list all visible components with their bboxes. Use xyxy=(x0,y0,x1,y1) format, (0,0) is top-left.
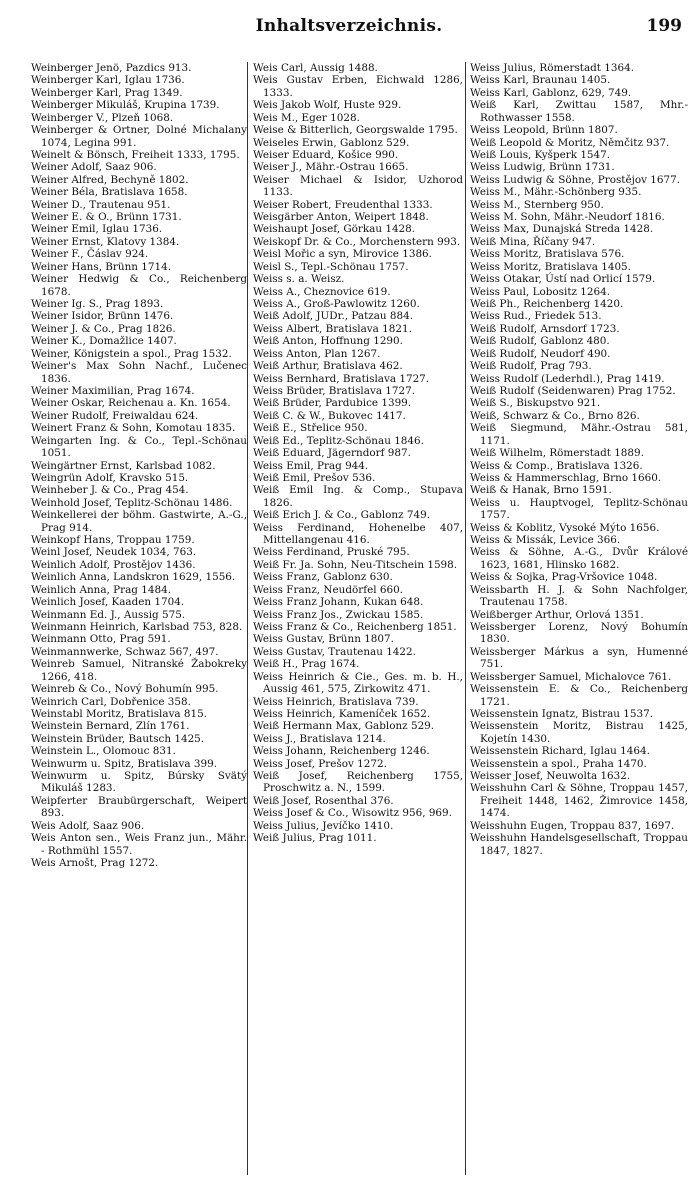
index-entry: Weisgärber Anton, Weipert 1848. xyxy=(253,211,429,224)
index-entry: Weiß Emil Ing. & Comp., Stupava 1826. xyxy=(253,484,463,509)
index-entry: Weissberger Samuel, Michalovce 761. xyxy=(470,670,672,683)
index-entry: Weiss & Söhne, A.-G., Dvůr Králové 1623, 1681, Hlinsko 1682. xyxy=(470,546,688,571)
index-entry: Weiss Anton, Plan 1267. xyxy=(253,347,381,360)
index-entry: Weiss Moritz, Bratislava 576. xyxy=(470,248,625,261)
index-entry: Weiss Ludwig & Söhne, Prostějov 1677. xyxy=(470,173,681,186)
index-entry: Weiß, Schwarz & Co., Brno 826. xyxy=(470,409,640,422)
index-entry: Weiser Eduard, Košice 990. xyxy=(253,148,399,161)
index-entry: Weiß C. & W., Bukovec 1417. xyxy=(253,409,406,422)
index-entry: Weissenstein Moritz, Bistrau 1425, Kojetín 1430. xyxy=(470,720,688,745)
index-entry: Weiss Heinrich, Bratislava 739. xyxy=(253,695,419,708)
index-entry: Weiß Brüder, Pardubice 1399. xyxy=(253,397,412,410)
index-entry: Weiß Rudolf, Gablonz 480. xyxy=(470,335,610,348)
index-entry: Weiß Hermann Max, Gablonz 529. xyxy=(253,720,435,733)
index-entry: Weiser Michael & Isidor, Uzhorod 1133. xyxy=(253,173,463,199)
index-entry: Weiss Brüder, Bratislava 1727. xyxy=(253,384,416,397)
index-entry: Weinmannwerke, Schwaz 567, 497. xyxy=(31,645,219,658)
index-entry: Weisl Mořic a syn, Mirovice 1386. xyxy=(253,248,432,261)
index-entry: Weiser J., Mähr.-Ostrau 1665. xyxy=(253,161,409,174)
index-entry: Weiss Ferdinand, Pruské 795. xyxy=(253,546,410,559)
index-entry: Weiß Leopold & Moritz, Němčitz 937. xyxy=(470,136,670,149)
index-entry: Weinlich Anna, Landskron 1629, 1556. xyxy=(31,571,236,584)
index-entry: Weiner F., Čáslav 924. xyxy=(31,248,149,261)
index-entry: Weisl S., Tepl.-Schönau 1757. xyxy=(253,260,409,273)
index-entry: Weiß Josef, Reichenberg 1755, Proschwitz a. N., 1599. xyxy=(253,770,463,795)
index-entry: Weiser Robert, Freudenthal 1333. xyxy=(253,198,433,211)
index-entry: Weisser Josef, Neuwolta 1632. xyxy=(470,770,631,783)
index-entry: Weiner Ernst, Klatovy 1384. xyxy=(31,235,180,248)
index-entry: Weiss A., Cheznovice 619. xyxy=(253,285,391,298)
index-entry: Weinberger V., Plzeň 1068. xyxy=(31,111,174,124)
index-entry: Weiß Karl, Zwittau 1587, Mhr.-Rothwasser 1558. xyxy=(470,99,688,124)
index-entry: Weiner K., Domažlice 1407. xyxy=(31,335,177,348)
index-entry: Weiner Rudolf, Freiwaldau 624. xyxy=(31,409,199,422)
index-entry: Weiß S., Biskupstvo 921. xyxy=(470,397,601,410)
index-entry: Weiss Franz & Co., Reichenberg 1851. xyxy=(253,620,457,633)
index-entry: Weiß Josef, Rosenthal 376. xyxy=(253,794,394,807)
index-entry: Weiss Max, Dunajská Streda 1428. xyxy=(470,223,654,236)
index-entry: Weiss J., Bratislava 1214. xyxy=(253,732,386,745)
index-entry: Weiss & Hammerschlag, Brno 1660. xyxy=(470,471,662,484)
index-entry: Weiss Albert, Bratislava 1821. xyxy=(253,322,412,335)
index-entry: Weissbarth H. J. & Sohn Nachfolger, Trautenau 1758. xyxy=(470,583,688,609)
page-header xyxy=(0,16,698,42)
index-entry: Weinreb Samuel, Nitranské Žabokreky 1266, 418. xyxy=(31,658,247,683)
index-entry: Weiner Adolf, Saaz 906. xyxy=(31,161,157,174)
index-entry: Weingärtner Ernst, Karlsbad 1082. xyxy=(31,459,216,472)
index-entry: Weinlich Anna, Prag 1484. xyxy=(31,583,171,596)
index-entry: Weiss Ludwig, Brünn 1731. xyxy=(470,161,615,174)
index-entry: Weiss & Missák, Levice 366. xyxy=(470,534,621,547)
index-entry: Weiss Gustav, Trautenau 1422. xyxy=(253,645,416,658)
index-entry: Weiß Arthur, Bratislava 462. xyxy=(253,360,403,373)
index-entry: Weiss Franz, Neudörfel 660. xyxy=(253,583,403,596)
index-entry: Weiss Josef, Prešov 1272. xyxy=(253,757,387,770)
index-entry: Weis Carl, Aussig 1488. xyxy=(253,62,378,74)
index-entry: Weis Arnošt, Prag 1272. xyxy=(31,857,159,869)
index-column-right xyxy=(470,62,688,857)
index-entry: Weinstein Brüder, Bautsch 1425. xyxy=(31,732,205,745)
index-entry: Weis Adolf, Saaz 906. xyxy=(31,819,145,832)
page-title: Inhaltsverzeichnis. xyxy=(255,16,443,36)
index-entry: Weiner, Königstein a spol., Prag 1532. xyxy=(31,347,232,360)
index-entry: Weinberger Karl, Prag 1349. xyxy=(31,86,183,99)
index-entry: Weinheber J. & Co., Prag 454. xyxy=(31,484,189,497)
index-entry: Weiss & Comp., Bratislava 1326. xyxy=(470,459,643,472)
index-entry: Weiß Fr. Ja. Sohn, Neu-Titschein 1598. xyxy=(253,558,458,571)
index-entry: Weiner Emil, Iglau 1736. xyxy=(31,223,163,236)
index-entry: Weiss Franz, Gablonz 630. xyxy=(253,571,393,584)
index-entry: Weinberger Karl, Iglau 1736. xyxy=(31,74,185,87)
index-entry: Weinstein L., Olomouc 831. xyxy=(31,745,176,758)
index-entry: Weiner Isidor, Brünn 1476. xyxy=(31,310,174,323)
index-entry: Weiss M., Mähr.-Schönberg 935. xyxy=(470,186,642,199)
index-entry: Weissenstein E. & Co., Reichenberg 1721. xyxy=(470,683,688,708)
index-entry: Weissenstein Richard, Iglau 1464. xyxy=(470,745,650,758)
index-entry: Weiss Julius, Jevíčko 1410. xyxy=(253,819,394,832)
index-entry: Weipferter Braubürgerschaft, Weipert 893. xyxy=(31,794,247,820)
index-entry: Weiss Ferdinand, Hohenelbe 407, Mittellangenau 416. xyxy=(253,521,463,547)
index-entry: Weiß Ph., Reichenberg 1420. xyxy=(470,298,624,311)
index-entry: Weiss Heinrich, Kameníček 1652. xyxy=(253,707,431,720)
index-entry: Weiss Heinrich & Cie., Ges. m. b. H., Aussig 461, 575, Zirkowitz 471. xyxy=(253,670,463,696)
index-entry: Weiss Karl, Braunau 1405. xyxy=(470,74,611,87)
index-entry: Weiß & Hanak, Brno 1591. xyxy=(470,484,612,497)
index-entry: Weinl Josef, Neudek 1034, 763. xyxy=(31,546,197,559)
index-entry: Weingrün Adolf, Kravsko 515. xyxy=(31,471,189,484)
index-entry: Weinhold Josef, Teplitz-Schönau 1486. xyxy=(31,496,233,509)
index-entry: Weissberger Márkus a syn, Humenné 751. xyxy=(470,645,688,671)
column-divider xyxy=(247,62,248,1175)
index-entry: Weiss Emil, Prag 944. xyxy=(253,459,369,472)
index-entry: Weissenstein Ignatz, Bistrau 1537. xyxy=(470,707,654,720)
index-entry: Weiseles Erwin, Gablonz 529. xyxy=(253,136,410,149)
column-divider xyxy=(465,62,466,1175)
index-entry: Weiss Johann, Reichenberg 1246. xyxy=(253,745,430,758)
index-entry: Weiß Erich J. & Co., Gablonz 749. xyxy=(253,509,431,522)
index-entry: Weiß Siegmund, Mähr.-Ostrau 581, 1171. xyxy=(470,422,688,447)
index-entry: Weiß Louis, Kyšperk 1547. xyxy=(470,148,611,161)
index-entry: Weisshuhn Carl & Söhne, Troppau 1457, Freiheit 1448, 1462, Žimrovice 1458, 1474. xyxy=(470,782,688,820)
index-entry: Weiner Hedwig & Co., Reichenberg 1678. xyxy=(31,273,247,298)
index-entry: Weishaupt Josef, Görkau 1428. xyxy=(253,223,416,236)
index-entry: Weingarten Ing. & Co., Tepl.-Schönau 1051. xyxy=(31,434,247,460)
index-entry: Weiß Rudolf, Arnsdorf 1723. xyxy=(470,322,620,335)
index-entry: Weiss M., Sternberg 950. xyxy=(470,198,604,211)
index-entry: Weiß Adolf, JUDr., Patzau 884. xyxy=(253,310,414,323)
index-entry: Weiss Franz Jos., Zwickau 1585. xyxy=(253,608,424,621)
index-column-left xyxy=(31,62,247,869)
index-entry: Weiß Rudolf, Prag 793. xyxy=(470,360,592,373)
index-entry: Weiß Emil, Prešov 536. xyxy=(253,471,376,484)
index-entry: Weiss Franz Johann, Kukan 648. xyxy=(253,596,424,609)
index-entry: Weiss Josef & Co., Wisowitz 956, 969. xyxy=(253,807,452,820)
index-entry: Weiß Rudolf (Seidenwaren) Prag 1752. xyxy=(470,384,676,397)
index-entry: Weiss Karl, Gablonz, 629, 749. xyxy=(470,86,632,99)
index-entry: Weinlich Adolf, Prostějov 1436. xyxy=(31,558,196,571)
index-entry: Weiner Ig. S., Prag 1893. xyxy=(31,298,164,311)
index-entry: Weis Anton sen., Weis Franz jun., Mähr. - Rothmühl 1557. xyxy=(31,832,247,857)
index-entry: Weißberger Arthur, Orlová 1351. xyxy=(470,608,644,621)
index-entry: Weiss Otakar, Ústí nad Orlicí 1579. xyxy=(470,273,656,286)
page-number: 199 xyxy=(646,16,682,36)
index-entry: Weinmann Otto, Prag 591. xyxy=(31,633,171,646)
index-entry: Weiner's Max Sohn Nachf., Lučenec 1836. xyxy=(31,360,247,385)
index-entry: Weissenstein a spol., Praha 1470. xyxy=(470,757,647,770)
index-entry: Weinlich Josef, Kaaden 1704. xyxy=(31,596,185,609)
index-entry: Weiss Gustav, Brünn 1807. xyxy=(253,633,394,646)
index-entry: Weissberger Lorenz, Nový Bohumín 1830. xyxy=(470,620,688,646)
index-entry: Weisshuhn Handelsgesellschaft, Troppau 1847, 1827. xyxy=(470,832,688,857)
index-entry: Weinwurm u. Spitz, Bratislava 399. xyxy=(31,757,218,770)
index-entry: Weinwurm u. Spitz, Búrsky Svätý Mikuláš 1283. xyxy=(31,770,247,795)
index-entry: Weiß H., Prag 1674. xyxy=(253,658,360,671)
index-entry: Weinkopf Hans, Troppau 1759. xyxy=(31,534,195,547)
index-entry: Weiner J. & Co., Prag 1826. xyxy=(31,322,176,335)
index-entry: Weinrich Carl, Dobřenice 358. xyxy=(31,695,191,708)
index-entry: Weise & Bitterlich, Georgswalde 1795. xyxy=(253,124,458,137)
index-entry: Weiß Ed., Teplitz-Schönau 1846. xyxy=(253,434,424,447)
index-entry: Weiss Rudolf (Lederhdl.), Prag 1419. xyxy=(470,372,665,385)
index-entry: Weinstabl Moritz, Bratislava 815. xyxy=(31,707,208,720)
index-entry: Weinkellerei der böhm. Gastwirte, A.-G., Prag 914. xyxy=(31,509,247,534)
index-entry: Weisshuhn Eugen, Troppau 837, 1697. xyxy=(470,819,675,832)
index-entry: Weiss Bernhard, Bratislava 1727. xyxy=(253,372,430,385)
index-entry: Weiß E., Střelice 950. xyxy=(253,422,368,435)
index-entry: Weiner Maximilian, Prag 1674. xyxy=(31,384,195,397)
index-entry: Weiß Anton, Hoffnung 1290. xyxy=(253,335,403,348)
index-entry: Weinberger & Ortner, Dolné Michalany 1074, Legina 991. xyxy=(31,124,247,149)
index-entry: Weis Gustav Erben, Eichwald 1286, 1333. xyxy=(253,74,463,99)
index-entry: Weis Jakob Wolf, Huste 929. xyxy=(253,99,402,112)
index-entry: Weinberger Jenö, Pazdics 913. xyxy=(31,62,192,74)
index-entry: Weiss Moritz, Bratislava 1405. xyxy=(470,260,631,273)
index-entry: Weiner D., Trautenau 951. xyxy=(31,198,171,211)
index-entry: Weiss A., Groß-Pawlowitz 1260. xyxy=(253,298,420,311)
index-entry: Weinmann Ed. J., Aussig 575. xyxy=(31,608,186,621)
index-entry: Weiskopf Dr. & Co., Morchenstern 993. xyxy=(253,235,461,248)
index-entry: Weiner Hans, Brünn 1714. xyxy=(31,260,172,273)
index-entry: Weiner Oskar, Reichenau a. Kn. 1654. xyxy=(31,397,231,410)
index-entry: Weiss & Sojka, Prag-Vršovice 1048. xyxy=(470,571,658,584)
index-entry: Weinmann Heinrich, Karlsbad 753, 828. xyxy=(31,620,243,633)
index-entry: Weiss Leopold, Brünn 1807. xyxy=(470,124,618,137)
index-entry: Weiss & Koblitz, Vysoké Mýto 1656. xyxy=(470,521,660,534)
index-entry: Weiss Rud., Friedek 513. xyxy=(470,310,602,323)
index-entry: Weiner E. & O., Brünn 1731. xyxy=(31,211,182,224)
index-entry: Weinreb & Co., Nový Bohumín 995. xyxy=(31,683,219,696)
index-entry: Weinberger Mikuláš, Krupina 1739. xyxy=(31,99,220,112)
index-entry: Weiner Alfred, Bechyně 1802. xyxy=(31,173,189,186)
index-entry: Weiß Mina, Říčany 947. xyxy=(470,235,596,248)
index-entry: Weinelt & Bönsch, Freiheit 1333, 1795. xyxy=(31,148,240,161)
index-entry: Weiß Rudolf, Neudorf 490. xyxy=(470,347,611,360)
index-entry: Weinstein Bernard, Zlín 1761. xyxy=(31,720,190,733)
index-entry: Weiss Julius, Römerstadt 1364. xyxy=(470,62,635,74)
index-entry: Weiß Julius, Prag 1011. xyxy=(253,832,377,845)
index-entry: Weiß Eduard, Jägerndorf 987. xyxy=(253,447,411,460)
index-entry: Weiss Paul, Lobositz 1264. xyxy=(470,285,611,298)
index-entry: Weiss u. Hauptvogel, Teplitz-Schönau 1757. xyxy=(470,496,688,522)
index-entry: Weiß Wilhelm, Römerstadt 1889. xyxy=(470,447,644,460)
index-entry: Weis M., Eger 1028. xyxy=(253,111,360,124)
index-column-middle xyxy=(253,62,463,845)
index-entry: Weinert Franz & Sohn, Komotau 1835. xyxy=(31,422,236,435)
index-entry: Weiss M. Sohn, Mähr.-Neudorf 1816. xyxy=(470,211,665,224)
index-entry: Weiner Béla, Bratislava 1658. xyxy=(31,186,188,199)
index-entry: Weiss s. a. Weisz. xyxy=(253,273,345,286)
